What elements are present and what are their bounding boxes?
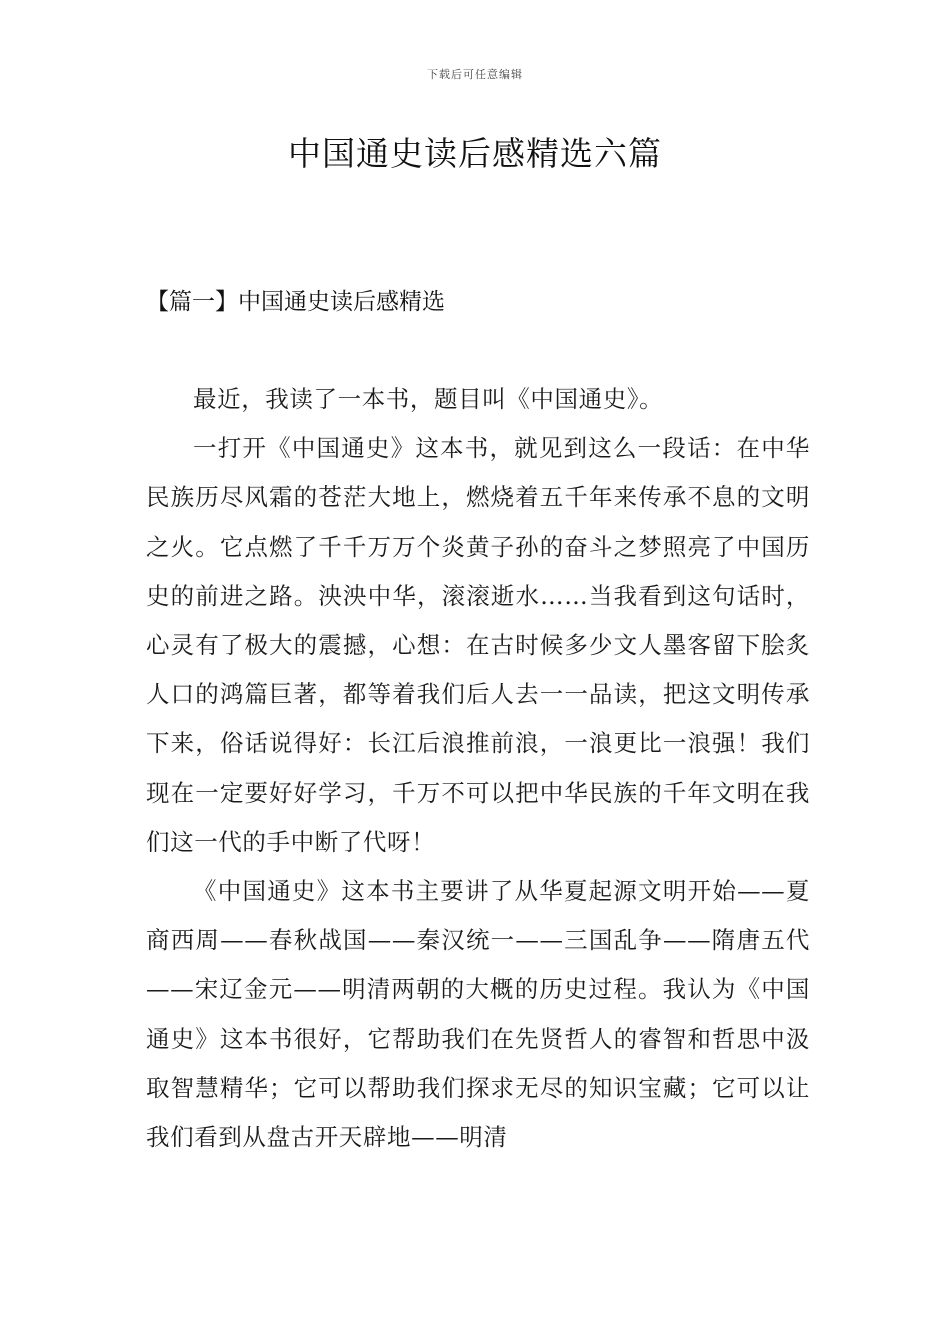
page-header-note: 下载后可任意编辑 [427,68,523,81]
paragraph: 一打开《中国通史》这本书，就见到这么一段话：在中华民族历尽风霜的苍茫大地上，燃烧着五千年来传承不息的文明之火。它点燃了千千万万个炎黄子孙的奋斗之梦照亮了中国历史的前进之路。泱泱中华，滚滚逝水……当我看到这句话时，心灵有了极大的震撼，心想：在古时候多少文人墨客留下脍炙人口的鸿篇巨著，都等着我们后人去一一品读，把这文明传承下来，俗话说得好：长江后浪推前浪，一浪更比一浪强！我们现在一定要好好学习，千万不可以把中华民族的千年文明在我们这一代的手中断了代呀！ [146,434,810,856]
paragraph: 最近，我读了一本书，题目叫《中国通史》。 [193,385,664,413]
document-title: 中国通史读后感精选六篇 [288,134,662,173]
section-heading: 【篇一】中国通史读后感精选 [146,289,445,315]
paragraph: 《中国通史》这本书主要讲了从华夏起源文明开始——夏商西周——春秋战国——秦汉统一——三国乱争——隋唐五代——宋辽金元——明清两朝的大概的历史过程。我认为《中国通史》这本书很好，它帮助我们在先贤哲人的睿智和哲思中汲取智慧精华；它可以帮助我们探求无尽的知识宝藏；它可以让我们看到从盘古开天辟地——明清 [146,877,810,1152]
body-text [146,375,810,1162]
